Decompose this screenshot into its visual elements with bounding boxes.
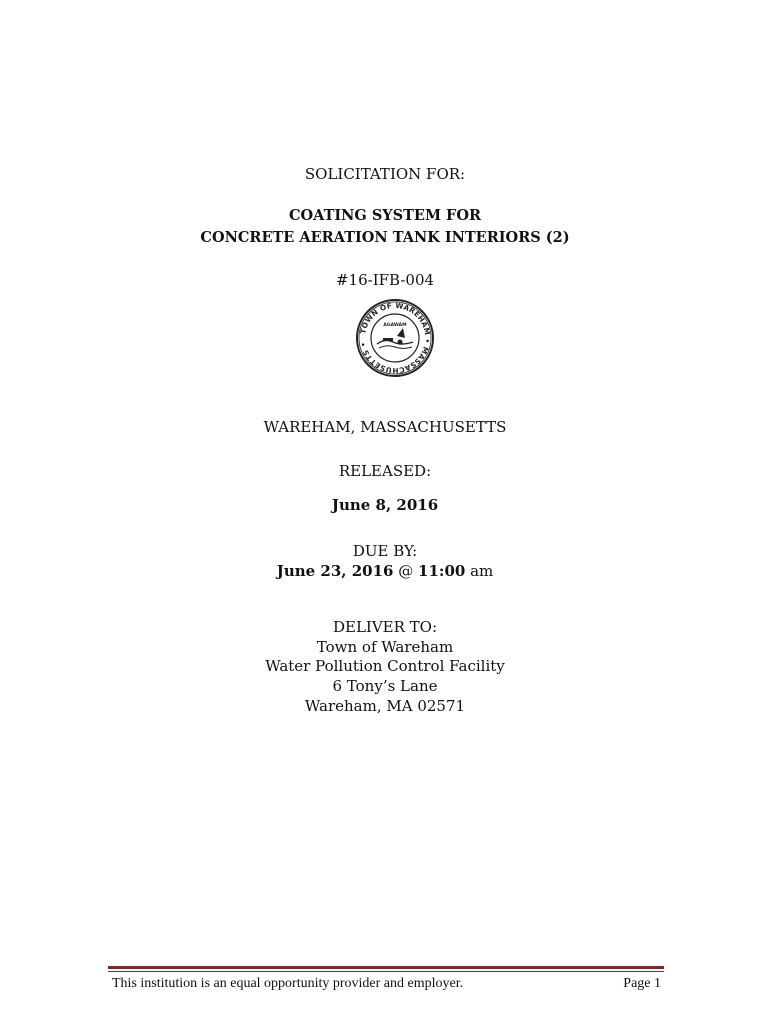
solicitation-label: SOLICITATION FOR: (304, 165, 466, 183)
due-datetime (0, 562, 770, 580)
released-date: June 8, 2016 (331, 496, 439, 514)
footer-rule (108, 966, 664, 969)
released-label: RELEASED: (338, 462, 432, 480)
svg-text:TOWN OF WAREHAM • MASSACHUSETT: TOWN OF WAREHAM • MASSACHUSETTS • (358, 300, 433, 376)
due-time: 11:00 (418, 562, 466, 580)
footer-rule-thin (108, 971, 664, 972)
footer-notice: This institution is an equal opportunity provider and employer. (112, 976, 464, 991)
title-line-1: COATING SYSTEM FOR (288, 207, 482, 224)
deliver-line-street: 6 Tony’s Lane (332, 677, 438, 695)
deliver-line-town: Town of Wareham (316, 638, 454, 656)
location: WAREHAM, MASSACHUSETTS (263, 418, 507, 436)
deliver-line-city: Wareham, MA 02571 (304, 697, 466, 715)
due-at: @ (393, 562, 419, 580)
due-date: June 23, 2016 (276, 562, 394, 580)
svg-text:AGAWAM: AGAWAM (383, 323, 407, 328)
page-number: Page 1 (623, 976, 661, 991)
due-label: DUE BY: (352, 542, 418, 560)
title-line-2: CONCRETE AERATION TANK INTERIORS (2) (200, 229, 570, 246)
town-seal (355, 298, 435, 378)
bid-number: #16-IFB-004 (335, 271, 435, 289)
deliver-line-facility: Water Pollution Control Facility (265, 657, 505, 675)
deliver-label: DELIVER TO: (332, 618, 438, 636)
due-ampm: am (465, 562, 494, 580)
